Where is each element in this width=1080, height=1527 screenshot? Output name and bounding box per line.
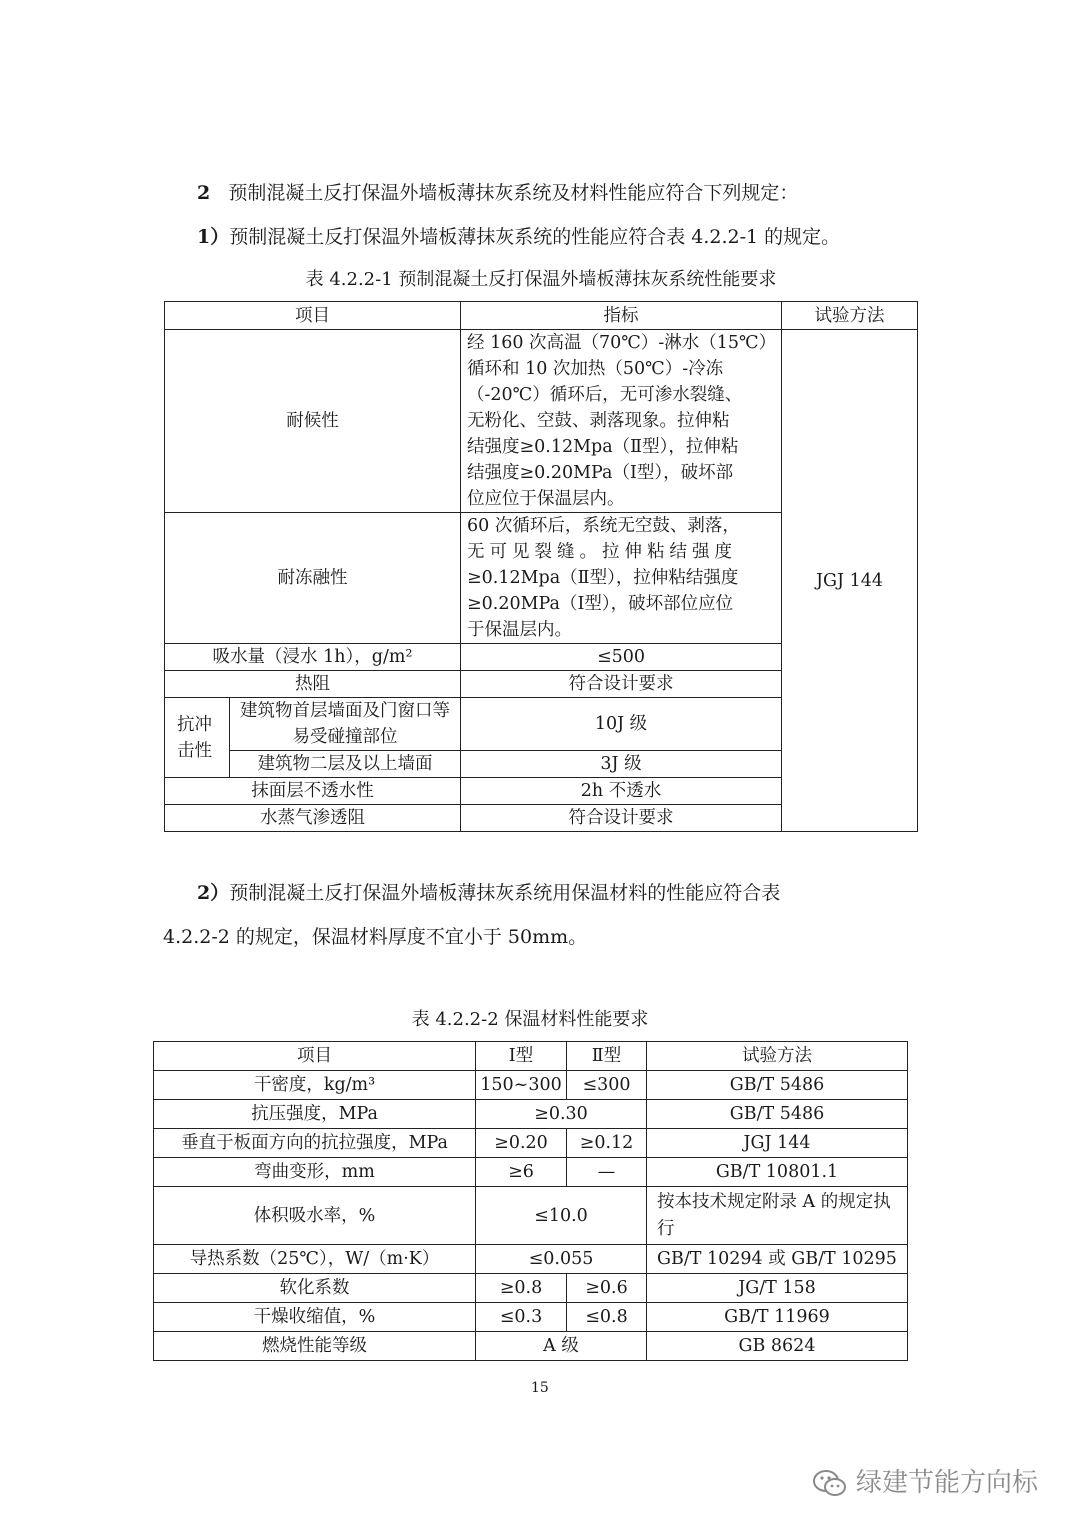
t2-row-item: 导热系数（25℃），W/（m·K）: [154, 1245, 476, 1274]
t2-row-type1: ≤0.3: [476, 1303, 567, 1332]
t2-row-type1: 150~300: [476, 1071, 567, 1100]
t2-row-type1: ≥0.20: [476, 1129, 567, 1158]
t2-row-method: GB/T 11969: [647, 1303, 908, 1332]
wechat-icon: [812, 1469, 848, 1499]
t1-freeze-line: ≥0.12Mpa（Ⅱ型），拉伸粘结强度: [467, 568, 739, 588]
watermark: [812, 1462, 1038, 1499]
t1-header-index: 指标: [461, 302, 782, 330]
table2-caption: 表 4.2.2-2 保温材料性能要求: [411, 1009, 649, 1030]
t2-row-both: A 级: [476, 1332, 647, 1361]
t1-weather-line: （-20℃）循环后，无可渗水裂缝、: [467, 385, 743, 405]
paragraph-1-text: 预制混凝土反打保温外墙板薄抹灰系统及材料性能应符合下列规定：: [228, 182, 799, 204]
t1-row-impact1-value: 10J 级: [461, 698, 782, 751]
t2-row-type1: ≥0.8: [476, 1274, 567, 1303]
t1-row-thermal-item: 热阻: [165, 671, 461, 698]
t2-row-method: GB 8624: [647, 1332, 908, 1361]
paragraph-2: [197, 224, 840, 250]
t2-row-method: GB/T 5486: [647, 1100, 908, 1129]
t1-row-impact2-value: 3J 级: [461, 751, 782, 778]
t2-row-item: 弯曲变形，mm: [154, 1158, 476, 1187]
t2-row-item: 抗压强度，MPa: [154, 1100, 476, 1129]
table1-caption: 表 4.2.2-1 预制混凝土反打保温外墙板薄抹灰系统性能要求: [305, 269, 777, 290]
t2-header-method: 试验方法: [647, 1042, 908, 1071]
t1-weather-line: 结强度≥0.12Mpa（Ⅱ型），拉伸粘: [467, 437, 739, 457]
table2: [153, 1041, 908, 1361]
t1-row-freeze-value: [461, 513, 782, 644]
t2-row-both: ≤10.0: [476, 1187, 647, 1245]
t2-row-type1: ≥6: [476, 1158, 567, 1187]
t1-freeze-line: 无可见裂缝。拉伸粘结强度: [467, 542, 737, 562]
t1-row-impact1-item: 建筑物首层墙面及门窗口等易受碰撞部位: [230, 698, 461, 751]
t1-impact-group: [165, 698, 230, 778]
t1-header-item: 项目: [165, 302, 461, 330]
t1-freeze-line: ≥0.20MPa（Ⅰ型），破坏部位应位: [467, 594, 734, 614]
t1-row-vapor-value: 符合设计要求: [461, 805, 782, 832]
paragraph-3-line2: 4.2.2-2 的规定，保温材料厚度不宜小于 50mm。: [163, 926, 588, 948]
t2-row-item: 干密度，kg/m³: [154, 1071, 476, 1100]
t1-row-impact2-item: 建筑物二层及以上墙面: [230, 751, 461, 778]
t2-row-method: GB/T 10801.1: [647, 1158, 908, 1187]
t2-row-method: GB/T 10294 或 GB/T 10295: [647, 1245, 908, 1274]
t1-row-thermal-value: 符合设计要求: [461, 671, 782, 698]
t2-row-method: 按本技术规定附录 A 的规定执行: [647, 1187, 908, 1245]
table1: [164, 301, 918, 832]
watermark-text: 绿建节能方向标: [856, 1468, 1039, 1498]
t2-row-type2: —: [567, 1158, 647, 1187]
t2-row-method: JGJ 144: [647, 1129, 908, 1158]
t1-weather-line: 经 160 次高温（70℃）-淋水（15℃）: [467, 333, 777, 353]
paragraph-2-text: 预制混凝土反打保温外墙板薄抹灰系统的性能应符合表 4.2.2-1 的规定。: [229, 226, 841, 248]
t1-weather-line: 位应位于保温层内。: [467, 489, 625, 509]
t1-row-absorb-value: ≤500: [461, 644, 782, 671]
t2-row-type2: ≤300: [567, 1071, 647, 1100]
t1-row-waterproof-item: 抹面层不透水性: [165, 778, 461, 805]
t1-row-weather-item: 耐候性: [165, 330, 461, 513]
t2-row-both: ≥0.30: [476, 1100, 647, 1129]
t1-header-method: 试验方法: [782, 302, 918, 330]
t2-row-type2: ≥0.12: [567, 1129, 647, 1158]
t2-header-type2: Ⅱ型: [567, 1042, 647, 1071]
t2-row-type2: ≥0.6: [567, 1274, 647, 1303]
t1-weather-line: 结强度≥0.20MPa（Ⅰ型），破坏部: [467, 463, 734, 483]
t1-row-waterproof-value: 2h 不透水: [461, 778, 782, 805]
t2-row-method: GB/T 5486: [647, 1071, 908, 1100]
t2-row-item: 垂直于板面方向的抗拉强度，MPa: [154, 1129, 476, 1158]
t2-row-item: 软化系数: [154, 1274, 476, 1303]
paragraph-3-line1: [197, 880, 780, 906]
t2-row-item: 干燥收缩值，%: [154, 1303, 476, 1332]
t1-row-weather-value: [461, 330, 782, 513]
t1-method-cell: JGJ 144: [782, 330, 918, 832]
t2-row-item: 体积吸水率，%: [154, 1187, 476, 1245]
t2-row-method: JG/T 158: [647, 1274, 908, 1303]
t1-weather-line: 循环和 10 次加热（50℃）-冷冻: [467, 359, 724, 379]
t2-header-item: 项目: [154, 1042, 476, 1071]
t1-row-absorb-item: 吸水量（浸水 1h），g/m²: [165, 644, 461, 671]
paragraph-2-number: 1）: [197, 226, 230, 248]
t1-impact-group-label: 抗冲击性: [177, 714, 212, 761]
paragraph-1-number: 2: [197, 182, 211, 204]
t2-row-both: ≤0.055: [476, 1245, 647, 1274]
paragraph-1: [197, 180, 798, 206]
page-number: 15: [531, 1380, 549, 1396]
t1-weather-line: 无粉化、空鼓、剥落现象。拉伸粘: [467, 411, 730, 431]
t1-freeze-line: 60 次循环后，系统无空鼓、剥落，: [467, 516, 740, 536]
t2-row-type2: ≤0.8: [567, 1303, 647, 1332]
t2-row-item: 燃烧性能等级: [154, 1332, 476, 1361]
paragraph-3-text-line1: 预制混凝土反打保温外墙板薄抹灰系统用保温材料的性能应符合表: [229, 882, 781, 904]
paragraph-3-number: 2）: [197, 882, 230, 904]
t1-row-vapor-item: 水蒸气渗透阻: [165, 805, 461, 832]
t2-header-type1: Ⅰ型: [476, 1042, 567, 1071]
t1-row-freeze-item: 耐冻融性: [165, 513, 461, 644]
t1-freeze-line: 于保温层内。: [467, 620, 572, 640]
